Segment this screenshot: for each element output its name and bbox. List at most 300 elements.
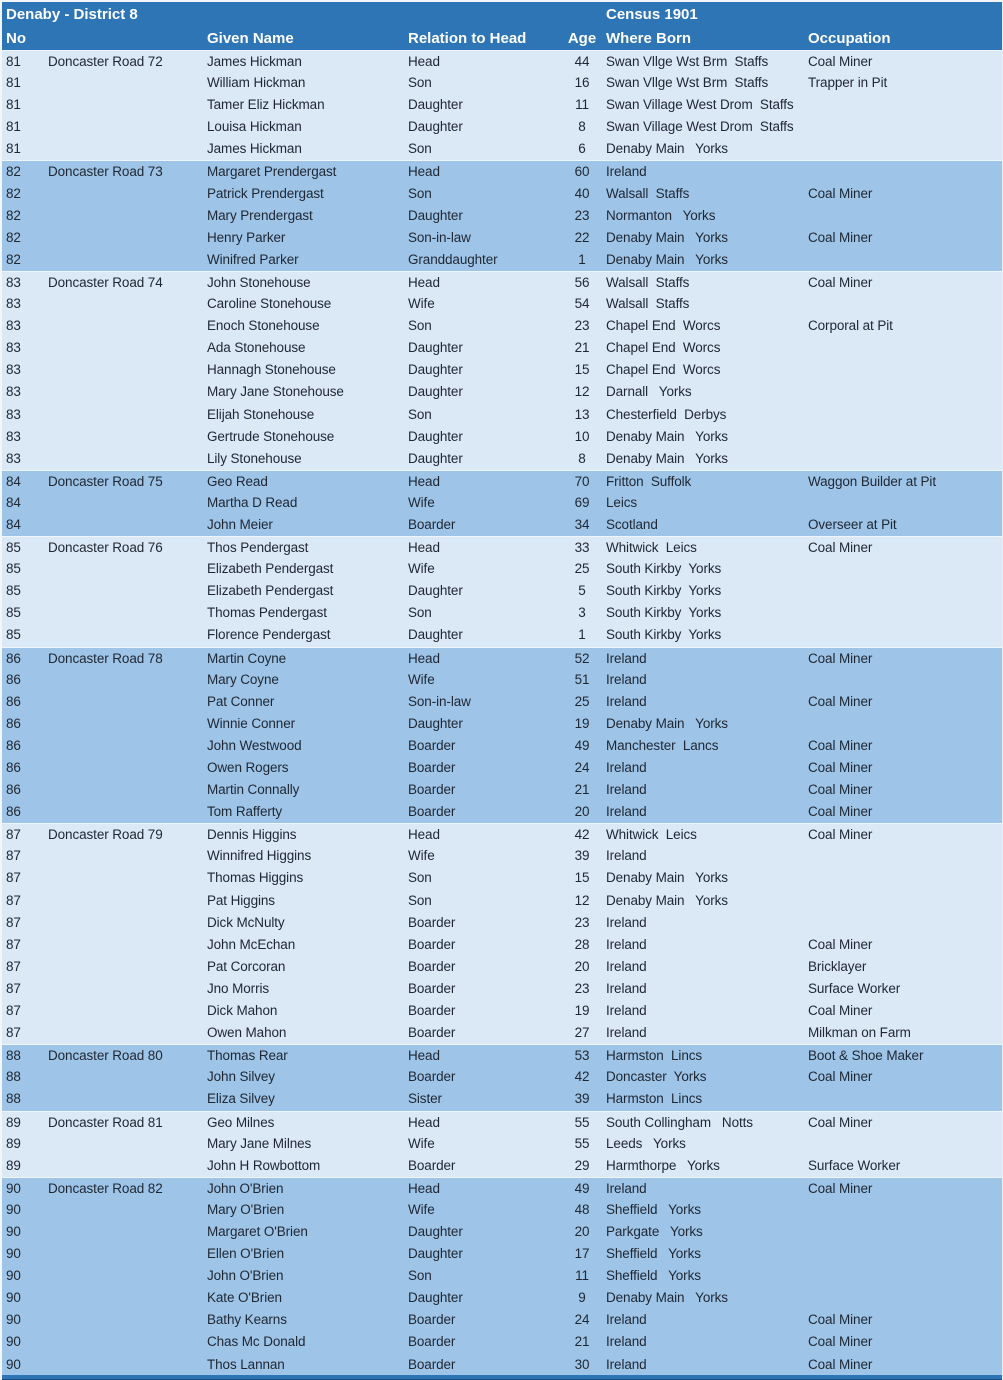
cell-relation: Daughter xyxy=(408,583,463,599)
table-row xyxy=(2,271,1002,293)
cell-name: Florence Pendergast xyxy=(207,627,331,643)
table-row xyxy=(2,404,1002,426)
cell-address xyxy=(48,1309,207,1331)
cell-age: 39 xyxy=(574,1091,590,1107)
cell-relation: Boarder xyxy=(408,1157,456,1173)
table-row xyxy=(2,94,1002,116)
cell-age: 12 xyxy=(574,892,590,908)
cell-born: Sheffield Yorks xyxy=(606,1201,701,1217)
cell-occupation: Overseer at Pit xyxy=(808,516,897,532)
cell-age: 24 xyxy=(574,760,590,775)
cell-age: 53 xyxy=(574,1048,590,1064)
table-row xyxy=(2,1287,1002,1309)
cell-relation: Boarder xyxy=(408,1003,456,1019)
cell-no: 90 xyxy=(6,1223,21,1239)
table-row xyxy=(2,381,1002,403)
cell-name: John Meier xyxy=(207,516,273,532)
cell-occupation xyxy=(806,94,1002,116)
cell-born: Walsall Staffs xyxy=(606,274,690,290)
cell-relation: Wife xyxy=(408,1201,435,1217)
cell-age: 20 xyxy=(574,958,590,974)
cell-occupation xyxy=(806,580,1002,602)
cell-name: Martha D Read xyxy=(207,494,298,510)
cell-age: 23 xyxy=(574,980,590,996)
column-header-row xyxy=(2,27,1002,50)
cell-occupation xyxy=(806,1287,1002,1309)
cell-no: 87 xyxy=(6,870,21,886)
cell-address xyxy=(48,359,207,381)
cell-age: 44 xyxy=(574,54,590,69)
cell-age: 54 xyxy=(574,296,590,312)
table-row xyxy=(2,492,1002,514)
cell-relation: Head xyxy=(408,164,440,180)
cell-born: Ireland xyxy=(606,1334,647,1350)
cell-no: 90 xyxy=(6,1246,21,1262)
cell-address: Doncaster Road 82 xyxy=(48,1180,163,1196)
cell-relation: Head xyxy=(408,1048,440,1064)
cell-name: John Silvey xyxy=(207,1069,275,1085)
cell-age: 42 xyxy=(574,827,590,843)
cell-relation: Head xyxy=(408,827,440,843)
cell-born: Denaby Main Yorks xyxy=(606,428,728,444)
table-row xyxy=(2,624,1002,646)
table-row xyxy=(2,978,1002,1000)
cell-relation: Wife xyxy=(408,848,435,864)
cell-occupation xyxy=(806,448,1002,470)
cell-address xyxy=(48,1088,207,1110)
cell-no: 86 xyxy=(6,650,21,666)
cell-address xyxy=(48,72,207,94)
cell-name: Elizabeth Pendergast xyxy=(207,583,334,599)
cell-name: Kate O'Brien xyxy=(207,1290,282,1306)
cell-born: Leeds Yorks xyxy=(606,1135,686,1151)
table-row xyxy=(2,227,1002,249)
cell-relation: Wife xyxy=(408,296,435,312)
cell-occupation xyxy=(806,867,1002,889)
cell-name: Pat Corcoran xyxy=(207,958,286,974)
cell-address xyxy=(48,624,207,646)
cell-relation: Son xyxy=(408,1268,432,1284)
table-row xyxy=(2,757,1002,779)
cell-born: Darnall Yorks xyxy=(606,384,692,400)
cell-relation: Boarder xyxy=(408,936,456,952)
cell-name: Ellen O'Brien xyxy=(207,1246,285,1262)
cell-no: 84 xyxy=(6,494,21,510)
cell-no: 82 xyxy=(6,164,21,180)
cell-name: Ada Stonehouse xyxy=(207,340,306,356)
cell-no: 89 xyxy=(6,1135,21,1151)
cell-born: Harmston Lincs xyxy=(606,1091,703,1107)
table-row xyxy=(2,160,1002,182)
cell-no: 83 xyxy=(6,362,21,378)
cell-born: Swan Village West Drom Staffs xyxy=(606,97,794,113)
cell-name: Hannagh Stonehouse xyxy=(207,362,336,378)
cell-relation: Son xyxy=(408,605,432,621)
cell-name: John O'Brien xyxy=(207,1268,284,1284)
cell-relation: Boarder xyxy=(408,737,456,753)
table-row xyxy=(2,337,1002,359)
cell-relation: Sister xyxy=(408,1091,442,1107)
cell-no: 86 xyxy=(6,715,21,731)
cell-occupation: Coal Miner xyxy=(808,827,873,843)
cell-relation: Son xyxy=(408,892,432,908)
cell-no: 82 xyxy=(6,185,21,201)
cell-address xyxy=(48,492,207,514)
cell-age: 22 xyxy=(574,229,590,245)
cell-no: 81 xyxy=(6,75,21,91)
cell-occupation: Coal Miner xyxy=(808,540,873,556)
cell-occupation: Coal Miner xyxy=(808,936,873,952)
cell-age: 12 xyxy=(574,384,590,400)
cell-born: Ireland xyxy=(606,1025,647,1041)
cell-name: Mary O'Brien xyxy=(207,1201,285,1217)
cell-no: 86 xyxy=(6,671,21,687)
table-row xyxy=(2,183,1002,205)
cell-born: Denaby Main Yorks xyxy=(606,251,728,267)
cell-occupation: Coal Miner xyxy=(808,229,873,245)
col-header-no: No xyxy=(6,30,26,47)
table-row xyxy=(2,1265,1002,1287)
cell-no: 83 xyxy=(6,384,21,400)
cell-relation: Daughter xyxy=(408,362,463,378)
cell-age: 29 xyxy=(574,1157,590,1173)
cell-age: 70 xyxy=(574,473,590,489)
cell-address xyxy=(48,249,207,271)
table-row xyxy=(2,448,1002,470)
cell-name: Elijah Stonehouse xyxy=(207,406,315,422)
cell-no: 87 xyxy=(6,892,21,908)
cell-relation: Daughter xyxy=(408,384,463,400)
cell-address xyxy=(48,116,207,138)
col-header-age: Age xyxy=(567,30,597,47)
page-title: Denaby - District 8 xyxy=(6,6,138,23)
cell-born: Denaby Main Yorks xyxy=(606,715,728,731)
cell-occupation xyxy=(806,249,1002,271)
cell-no: 86 xyxy=(6,737,21,753)
cell-no: 84 xyxy=(6,516,21,532)
cell-occupation: Corporal at Pit xyxy=(808,318,893,334)
cell-born: Harmston Lincs xyxy=(606,1048,703,1064)
cell-occupation: Coal Miner xyxy=(808,693,873,709)
table-row xyxy=(2,713,1002,735)
cell-born: Whitwick Leics xyxy=(606,827,697,843)
cell-occupation xyxy=(806,337,1002,359)
cell-occupation: Coal Miner xyxy=(808,1356,873,1372)
cell-address xyxy=(48,801,207,823)
cell-relation: Son xyxy=(408,870,432,886)
cell-born: Doncaster Yorks xyxy=(606,1069,707,1085)
cell-occupation: Bricklayer xyxy=(808,958,867,974)
cell-name: Chas Mc Donald xyxy=(207,1334,306,1350)
cell-age: 55 xyxy=(574,1135,590,1151)
cell-no: 86 xyxy=(6,760,21,775)
cell-age: 19 xyxy=(574,1003,590,1019)
cell-age: 24 xyxy=(574,1312,590,1328)
cell-relation: Daughter xyxy=(408,97,463,113)
cell-address xyxy=(48,1155,207,1177)
table-row xyxy=(2,867,1002,889)
cell-relation: Daughter xyxy=(408,340,463,356)
cell-occupation xyxy=(806,669,1002,691)
cell-relation: Wife xyxy=(408,561,435,577)
cell-age: 40 xyxy=(574,185,590,201)
cell-occupation xyxy=(806,492,1002,514)
cell-no: 87 xyxy=(6,1003,21,1019)
table-row xyxy=(2,359,1002,381)
cell-born: Sheffield Yorks xyxy=(606,1246,701,1262)
cell-no: 83 xyxy=(6,428,21,444)
cell-name: Jno Morris xyxy=(207,980,270,996)
cell-occupation: Coal Miner xyxy=(808,804,873,820)
cell-born: Ireland xyxy=(606,760,647,775)
cell-name: Mary Jane Stonehouse xyxy=(207,384,344,400)
cell-born: Denaby Main Yorks xyxy=(606,892,728,908)
cell-occupation: Trapper in Pit xyxy=(808,75,888,91)
cell-no: 85 xyxy=(6,561,21,577)
cell-occupation: Boot & Shoe Maker xyxy=(808,1048,924,1064)
cell-no: 83 xyxy=(6,340,21,356)
cell-name: Mary Prendergast xyxy=(207,207,313,223)
cell-address xyxy=(48,757,207,779)
table-row xyxy=(2,1177,1002,1199)
cell-born: Ireland xyxy=(606,980,647,996)
cell-address xyxy=(48,1221,207,1243)
cell-name: Winnie Conner xyxy=(207,715,295,731)
cell-age: 23 xyxy=(574,914,590,930)
cell-born: South Kirkby Yorks xyxy=(606,627,722,643)
cell-name: Thomas Rear xyxy=(207,1048,288,1064)
table-row xyxy=(2,1354,1002,1376)
cell-name: Mary Coyne xyxy=(207,671,279,687)
cell-age: 6 xyxy=(578,141,586,157)
cell-relation: Head xyxy=(408,540,440,556)
cell-address xyxy=(48,315,207,337)
cell-address: Doncaster Road 74 xyxy=(48,274,163,290)
cell-age: 30 xyxy=(574,1356,590,1372)
cell-no: 90 xyxy=(6,1290,21,1306)
cell-address xyxy=(48,602,207,624)
cell-occupation xyxy=(806,558,1002,580)
cell-relation: Boarder xyxy=(408,1334,456,1350)
cell-occupation xyxy=(806,624,1002,646)
cell-name: Margaret O'Brien xyxy=(207,1223,308,1239)
cell-address xyxy=(48,956,207,978)
cell-born: Denaby Main Yorks xyxy=(606,229,728,245)
cell-occupation xyxy=(806,205,1002,227)
cell-born: Parkgate Yorks xyxy=(606,1223,703,1239)
cell-occupation xyxy=(806,1221,1002,1243)
cell-born: Denaby Main Yorks xyxy=(606,141,728,157)
table-row xyxy=(2,801,1002,823)
cell-born: Swan Vllge Wst Brm Staffs xyxy=(606,75,769,91)
cell-name: Thomas Pendergast xyxy=(207,605,327,621)
cell-no: 88 xyxy=(6,1048,21,1064)
cell-address xyxy=(48,867,207,889)
cell-born: Chesterfield Derbys xyxy=(606,406,727,422)
cell-address: Doncaster Road 73 xyxy=(48,164,163,180)
cell-born: Ireland xyxy=(606,914,647,930)
table-row xyxy=(2,536,1002,558)
cell-age: 23 xyxy=(574,207,590,223)
cell-no: 83 xyxy=(6,406,21,422)
cell-address xyxy=(48,779,207,801)
cell-occupation: Coal Miner xyxy=(808,737,873,753)
col-header-relation: Relation to Head xyxy=(408,30,527,47)
cell-occupation xyxy=(806,161,1002,182)
cell-name: John Westwood xyxy=(207,737,302,753)
cell-address xyxy=(48,1066,207,1088)
cell-address xyxy=(48,138,207,160)
cell-relation: Granddaughter xyxy=(408,251,498,267)
cell-born: Denaby Main Yorks xyxy=(606,450,728,466)
cell-relation: Boarder xyxy=(408,958,456,974)
cell-no: 89 xyxy=(6,1157,21,1173)
cell-no: 82 xyxy=(6,251,21,267)
table-row xyxy=(2,1111,1002,1133)
cell-address: Doncaster Road 76 xyxy=(48,540,163,556)
cell-relation: Boarder xyxy=(408,1356,456,1372)
cell-name: Enoch Stonehouse xyxy=(207,318,320,334)
cell-name: Thos Pendergast xyxy=(207,540,309,556)
cell-relation: Head xyxy=(408,1114,440,1130)
cell-no: 86 xyxy=(6,804,21,820)
table-row xyxy=(2,1309,1002,1331)
cell-address xyxy=(48,934,207,956)
cell-age: 33 xyxy=(574,540,590,556)
cell-no: 82 xyxy=(6,207,21,223)
cell-name: James Hickman xyxy=(207,141,302,157)
cell-name: Martin Connally xyxy=(207,782,300,798)
cell-age: 23 xyxy=(574,318,590,334)
cell-occupation: Coal Miner xyxy=(808,274,873,290)
cell-relation: Wife xyxy=(408,1135,435,1151)
table-row xyxy=(2,514,1002,536)
cell-address xyxy=(48,404,207,426)
cell-name: Mary Jane Milnes xyxy=(207,1135,312,1151)
cell-occupation xyxy=(806,845,1002,867)
cell-age: 34 xyxy=(574,516,590,532)
table-header xyxy=(2,2,1002,50)
cell-name: Martin Coyne xyxy=(207,650,287,666)
cell-occupation xyxy=(806,890,1002,912)
cell-occupation: Coal Miner xyxy=(808,1180,873,1196)
table-body xyxy=(2,50,1002,1376)
table-row xyxy=(2,691,1002,713)
cell-occupation xyxy=(806,1199,1002,1221)
cell-born: Whitwick Leics xyxy=(606,540,697,556)
cell-address xyxy=(48,1022,207,1044)
cell-occupation xyxy=(806,1243,1002,1265)
cell-age: 5 xyxy=(578,583,586,599)
cell-name: Eliza Silvey xyxy=(207,1091,275,1107)
cell-born: Harmthorpe Yorks xyxy=(606,1157,720,1173)
cell-born: South Kirkby Yorks xyxy=(606,605,722,621)
cell-born: Walsall Staffs xyxy=(606,185,690,201)
cell-born: South Collingham Notts xyxy=(606,1114,753,1130)
cell-born: Ireland xyxy=(606,650,647,666)
cell-name: Thomas Higgins xyxy=(207,870,304,886)
cell-born: Sheffield Yorks xyxy=(606,1268,701,1284)
cell-name: William Hickman xyxy=(207,75,306,91)
cell-occupation: Coal Miner xyxy=(808,1003,873,1019)
cell-occupation: Coal Miner xyxy=(808,650,873,666)
table-row xyxy=(2,315,1002,337)
cell-name: Caroline Stonehouse xyxy=(207,296,332,312)
cell-relation: Boarder xyxy=(408,804,456,820)
cell-name: Geo Read xyxy=(207,473,268,489)
cell-born: Fritton Suffolk xyxy=(606,473,692,489)
cell-occupation xyxy=(806,404,1002,426)
cell-address xyxy=(48,558,207,580)
table-row xyxy=(2,1155,1002,1177)
cell-relation: Daughter xyxy=(408,627,463,643)
col-header-where-born: Where Born xyxy=(606,30,692,47)
table-row xyxy=(2,1066,1002,1088)
cell-occupation: Surface Worker xyxy=(808,1157,901,1173)
cell-relation: Son xyxy=(408,185,432,201)
table-row xyxy=(2,293,1002,315)
cell-name: John McEchan xyxy=(207,936,296,952)
cell-born: Ireland xyxy=(606,693,647,709)
col-header-occupation: Occupation xyxy=(808,30,891,47)
cell-age: 11 xyxy=(575,97,589,113)
table-row xyxy=(2,580,1002,602)
cell-age: 15 xyxy=(574,362,590,378)
cell-relation: Son xyxy=(408,318,432,334)
cell-address xyxy=(48,381,207,403)
cell-no: 81 xyxy=(6,119,21,135)
cell-occupation: Waggon Builder at Pit xyxy=(808,473,936,489)
cell-age: 8 xyxy=(578,119,586,135)
cell-age: 69 xyxy=(574,494,590,510)
cell-name: Pat Higgins xyxy=(207,892,275,908)
cell-relation: Boarder xyxy=(408,1069,456,1085)
cell-relation: Daughter xyxy=(408,715,463,731)
table-row xyxy=(2,735,1002,757)
table-row xyxy=(2,50,1002,72)
cell-no: 81 xyxy=(6,54,21,69)
cell-born: Swan Vllge Wst Brm Staffs xyxy=(606,54,769,69)
cell-age: 55 xyxy=(574,1114,590,1130)
table-row xyxy=(2,647,1002,669)
cell-occupation xyxy=(806,359,1002,381)
table-row xyxy=(2,1088,1002,1110)
cell-address: Doncaster Road 72 xyxy=(48,54,163,69)
table-row xyxy=(2,116,1002,138)
cell-occupation xyxy=(806,912,1002,934)
cell-age: 49 xyxy=(574,1180,590,1196)
cell-relation: Head xyxy=(408,473,440,489)
cell-relation: Daughter xyxy=(408,119,463,135)
cell-no: 82 xyxy=(6,229,21,245)
cell-occupation xyxy=(806,116,1002,138)
cell-age: 56 xyxy=(574,274,590,290)
cell-occupation: Milkman on Farm xyxy=(808,1025,911,1041)
cell-relation: Son xyxy=(408,75,432,91)
cell-address xyxy=(48,1133,207,1155)
cell-address xyxy=(48,205,207,227)
cell-born: Ireland xyxy=(606,782,647,798)
cell-address xyxy=(48,514,207,536)
cell-name: Tom Rafferty xyxy=(207,804,283,820)
cell-relation: Son-in-law xyxy=(408,693,471,709)
table-row xyxy=(2,205,1002,227)
cell-born: South Kirkby Yorks xyxy=(606,583,722,599)
cell-born: Scotland xyxy=(606,516,658,532)
cell-no: 85 xyxy=(6,605,21,621)
cell-no: 87 xyxy=(6,848,21,864)
cell-no: 83 xyxy=(6,274,21,290)
